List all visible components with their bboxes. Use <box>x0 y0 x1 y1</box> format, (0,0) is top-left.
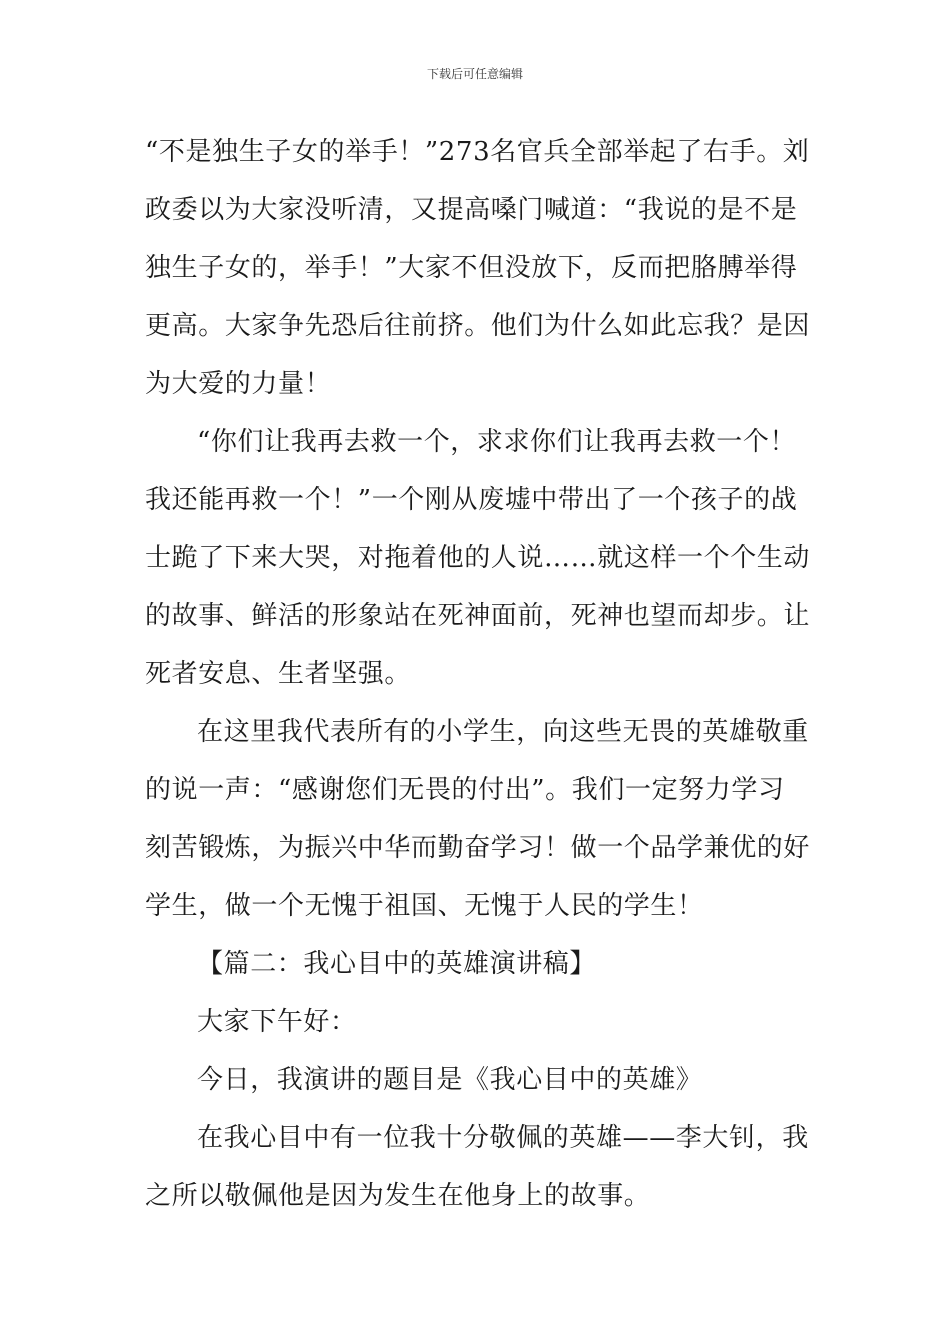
text-line: 之所以敬佩他是因为发生在他身上的故事。 <box>145 1181 651 1211</box>
paragraph-first-line: 在我心目中有一位我十分敬佩的英雄——李大钊，我 <box>197 1123 809 1153</box>
paragraph-first-line: 在这里我代表所有的小学生，向这些无畏的英雄敬重 <box>197 717 809 747</box>
text-line: 刻苦锻炼，为振兴中华而勤奋学习！做一个品学兼优的好 <box>145 833 811 863</box>
text-line: 更高。大家争先恐后往前挤。他们为什么如此忘我？是因 <box>145 311 811 341</box>
paragraph-first-line: 今日，我演讲的题目是《我心目中的英雄》 <box>197 1065 703 1095</box>
text-line: 士跪了下来大哭，对拖着他的人说……就这样一个个生动 <box>145 543 811 573</box>
text-line: 为大爱的力量！ <box>145 369 332 399</box>
document-body <box>145 123 809 1225</box>
text-line: 独生子女的，举手！”大家不但没放下，反而把胳膊举得 <box>145 253 798 283</box>
text-line: 学生，做一个无愧于祖国、无愧于人民的学生！ <box>145 891 704 921</box>
page-header: 下载后可任意编辑 <box>426 67 523 81</box>
section-heading: 【篇二：我心目中的英雄演讲稿】 <box>197 949 597 979</box>
text-line: 死者安息、生者坚强。 <box>145 659 412 689</box>
greeting-line: 大家下午好： <box>197 1007 357 1037</box>
text-line: 的故事、鲜活的形象站在死神面前，死神也望而却步。让 <box>145 601 811 631</box>
paragraph-first-line: “你们让我再去救一个，求求你们让我再去救一个！ <box>197 427 797 457</box>
text-line: 的说一声：“感谢您们无畏的付出”。我们一定努力学习 <box>145 775 785 805</box>
text-line: 我还能再救一个！”一个刚从废墟中带出了一个孩子的战 <box>145 485 798 515</box>
text-line: “不是独生子女的举手！”273名官兵全部举起了右手。刘 <box>145 137 810 167</box>
text-line: 政委以为大家没听清，又提高嗓门喊道：“我说的是不是 <box>145 195 798 225</box>
